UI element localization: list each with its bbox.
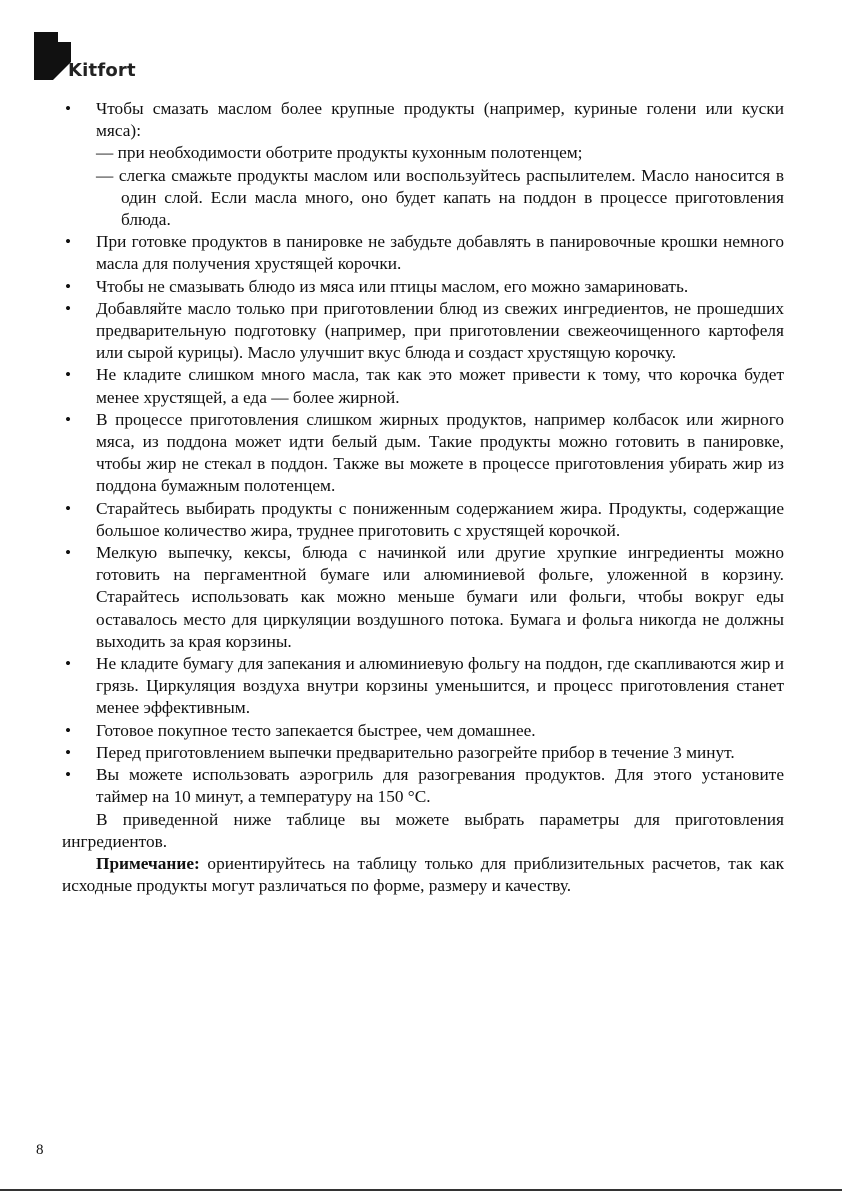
list-item: • Мелкую выпечку, кексы, блюда с начинкой или другие хрупкие ингредиенты можно готовить на пергаментной бумаге или алюминиевой фольге, уложенной в корзину. Старайтесь использовать как можно меньше бумаги или фольги, чтобы вокруг еды оставалось место для циркуляции воздушного потока. Бумага и фольга никогда не должны выходить за края корзины.: [62, 542, 784, 653]
list-item: • Готовое покупное тесто запекается быстрее, чем домашнее.: [62, 720, 784, 742]
brand-name: Kitfort: [68, 60, 136, 81]
sub-list-item: — при необходимости оботрите продукты кухонным полотенцем;: [96, 143, 583, 163]
kitfort-logo: [34, 32, 136, 80]
list-item: • Вы можете использовать аэрогриль для разогревания продуктов. Для этого установите таймер на 10 минут, а температуру на 150 °C.: [62, 764, 784, 808]
list-item: • Чтобы смазать маслом более крупные продукты (например, куриные голени или куски мяса):: [62, 98, 784, 142]
kitfort-logo-icon: [34, 32, 72, 80]
list-item: • Добавляйте масло только при приготовлении блюд из свежих ингредиентов, не прошедших предварительную подготовку (например, при приготовлении свежеочищенного картофеля или сырой курицы). Масло улучшит вкус блюда и создаст хрустящую корочку.: [62, 298, 784, 365]
note-paragraph: [62, 853, 784, 897]
page-number: 8: [36, 1142, 44, 1158]
list-item: • Чтобы не смазывать блюдо из мяса или птицы маслом, его можно замариновать.: [62, 276, 784, 298]
list-item: • Старайтесь выбирать продукты с пониженным содержанием жира. Продукты, содержащие большое количество жира, труднее приготовить с хрустящей корочкой.: [62, 498, 784, 542]
list-item: • Не кладите бумагу для запекания и алюминиевую фольгу на поддон, где скапливаются жир и грязь. Циркуляция воздуха внутри корзины уменьшится, и процесс приготовления станет менее эффективным.: [62, 653, 784, 720]
list-item: • В процессе приготовления слишком жирных продуктов, например колбасок или жирного мяса, из поддона может идти белый дым. Такие продукты можно готовить в панировке, чтобы жир не стекал в поддон. Также вы можете в процессе приготовления убирать жир из поддона бумажным полотенцем.: [62, 409, 784, 498]
note-label: Примечание:: [96, 853, 200, 873]
list-item: • При готовке продуктов в панировке не забудьте добавлять в панировочные крошки немного масла для получения хрустящей корочки.: [62, 231, 784, 275]
sub-list-item: — слегка смажьте продукты маслом или воспользуйтесь распылителем. Масло наносится в один слой. Если масла много, оно будет капать на поддон в процессе приготовления блюда.: [96, 165, 784, 230]
paragraph: В приведенной ниже таблице вы можете выбрать параметры для приготовления ингредиентов.: [62, 809, 784, 851]
note-text: ориентируйтесь на таблицу только для приблизительных расчетов, так как исходные продукты могут различаться по форме, размеру и качеству.: [62, 853, 784, 896]
list-item: • Перед приготовлением выпечки предварительно разогрейте прибор в течение 3 минут.: [62, 742, 784, 764]
list-item: • Не кладите слишком много масла, так как это может привести к тому, что корочка будет менее хрустящей, а еда — более жирной.: [62, 364, 784, 408]
instructions-text: [62, 98, 784, 897]
